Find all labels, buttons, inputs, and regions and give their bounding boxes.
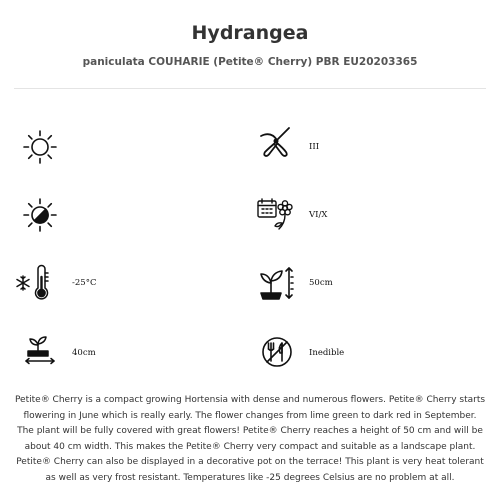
- product-title: Hydrangea: [191, 22, 309, 44]
- planting-distance-icon: [22, 333, 62, 373]
- frost-thermometer-icon: [15, 263, 55, 303]
- flowering-calendar-icon: [255, 195, 295, 235]
- frost-label: -25°C: [72, 278, 97, 288]
- full-sun-icon: [20, 127, 60, 167]
- distance-label: 40cm: [72, 348, 96, 358]
- plant-height-icon: [257, 263, 297, 303]
- flowering-label: VI/X: [309, 210, 328, 220]
- product-subtitle: paniculata COUHARIE (Petite® Cherry) PBR EU20203365: [82, 56, 418, 68]
- height-label: 50cm: [309, 278, 333, 288]
- pruning-label: III: [309, 142, 320, 152]
- pruning-shears-icon: [255, 122, 295, 162]
- not-edible-icon: [257, 332, 297, 372]
- divider: [14, 88, 486, 89]
- edible-label: Inedible: [309, 348, 345, 358]
- product-description: Petite® Cherry is a compact growing Hortensia with dense and numerous flowers. Petite® Cherry starts flowering in June which is really early. The flower changes from lime green to dark red in September. The plant will be fully covered with great flowers! Petite® Cherry reaches a height of 50 cm and will be about 40 cm width. This makes the Petite® Cherry very compact and suitable as a landscape plant. Petite® Cherry can also be displayed in a decorative pot on the terrace! This plant is very heat tolerant as well as very frost resistant. Temperatures like -25 degrees Celsius are no problem at all.: [14, 395, 486, 483]
- half-shade-icon: [20, 195, 60, 235]
